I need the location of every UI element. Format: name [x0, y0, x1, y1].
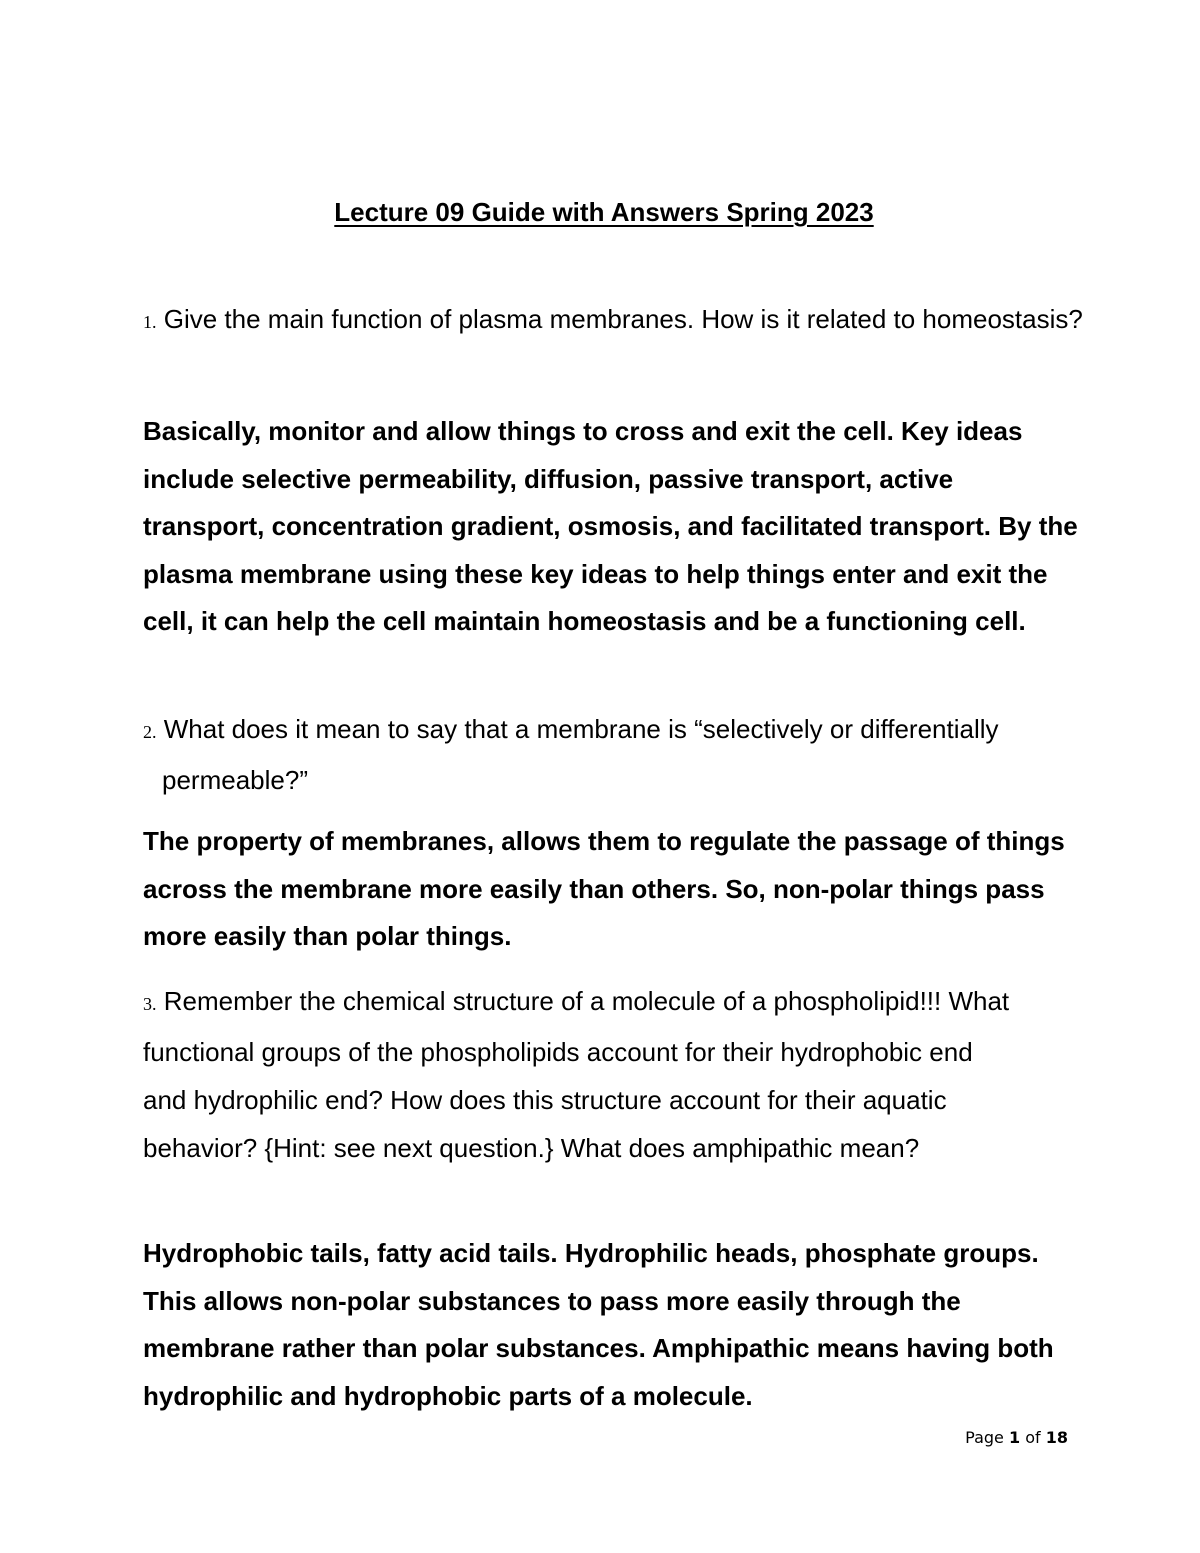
question-text: Remember the chemical structure of a molecule of a phospholipid!!! What functional groups of the phospholipids account for their hydrophobic end and hydrophilic end? How does this structure account for their aquatic behavior? {Hint: see next question.} What does amphipathic mean?: [143, 986, 1010, 1163]
answer-1: Basically, monitor and allow things to cross and exit the cell. Key ideas include selective permeability, diffusion, passive transport, active transport, concentration gradient, osmosis, and facilitated transport. By the plasma membrane using these key ideas to help things enter and exit the cell, it can help the cell maintain homeostasis and be a functioning cell.: [143, 416, 1078, 636]
question-2: [143, 705, 1083, 804]
question-number: 3.: [143, 994, 157, 1014]
question-1: [143, 295, 1083, 346]
page-label: Page: [965, 1428, 1004, 1447]
question-text: What does it mean to say that a membrane is “selectively or differentially permeable?”: [162, 714, 999, 795]
question-number: 2.: [143, 722, 157, 742]
answer-2: The property of membranes, allows them to regulate the passage of things across the membrane more easily than others. So, non-polar things pass more easily than polar things.: [143, 826, 1065, 951]
question-number: 1.: [143, 312, 157, 332]
page-footer: [965, 1428, 1068, 1447]
question-3: [143, 977, 1023, 1172]
question-text: Give the main function of plasma membranes. How is it related to homeostasis?: [163, 304, 1083, 334]
answer-3: Hydrophobic tails, fatty acid tails. Hydrophilic heads, phosphate groups. This allows non-polar substances to pass more easily through the membrane rather than polar substances. Amphipathic means having both hydrophilic and hydrophobic parts of a molecule.: [143, 1238, 1054, 1411]
page-total: 18: [1045, 1428, 1068, 1447]
of-label: of: [1025, 1428, 1041, 1447]
page-number: 1: [1008, 1428, 1021, 1447]
document-title: Lecture 09 Guide with Answers Spring 2023: [334, 197, 874, 227]
